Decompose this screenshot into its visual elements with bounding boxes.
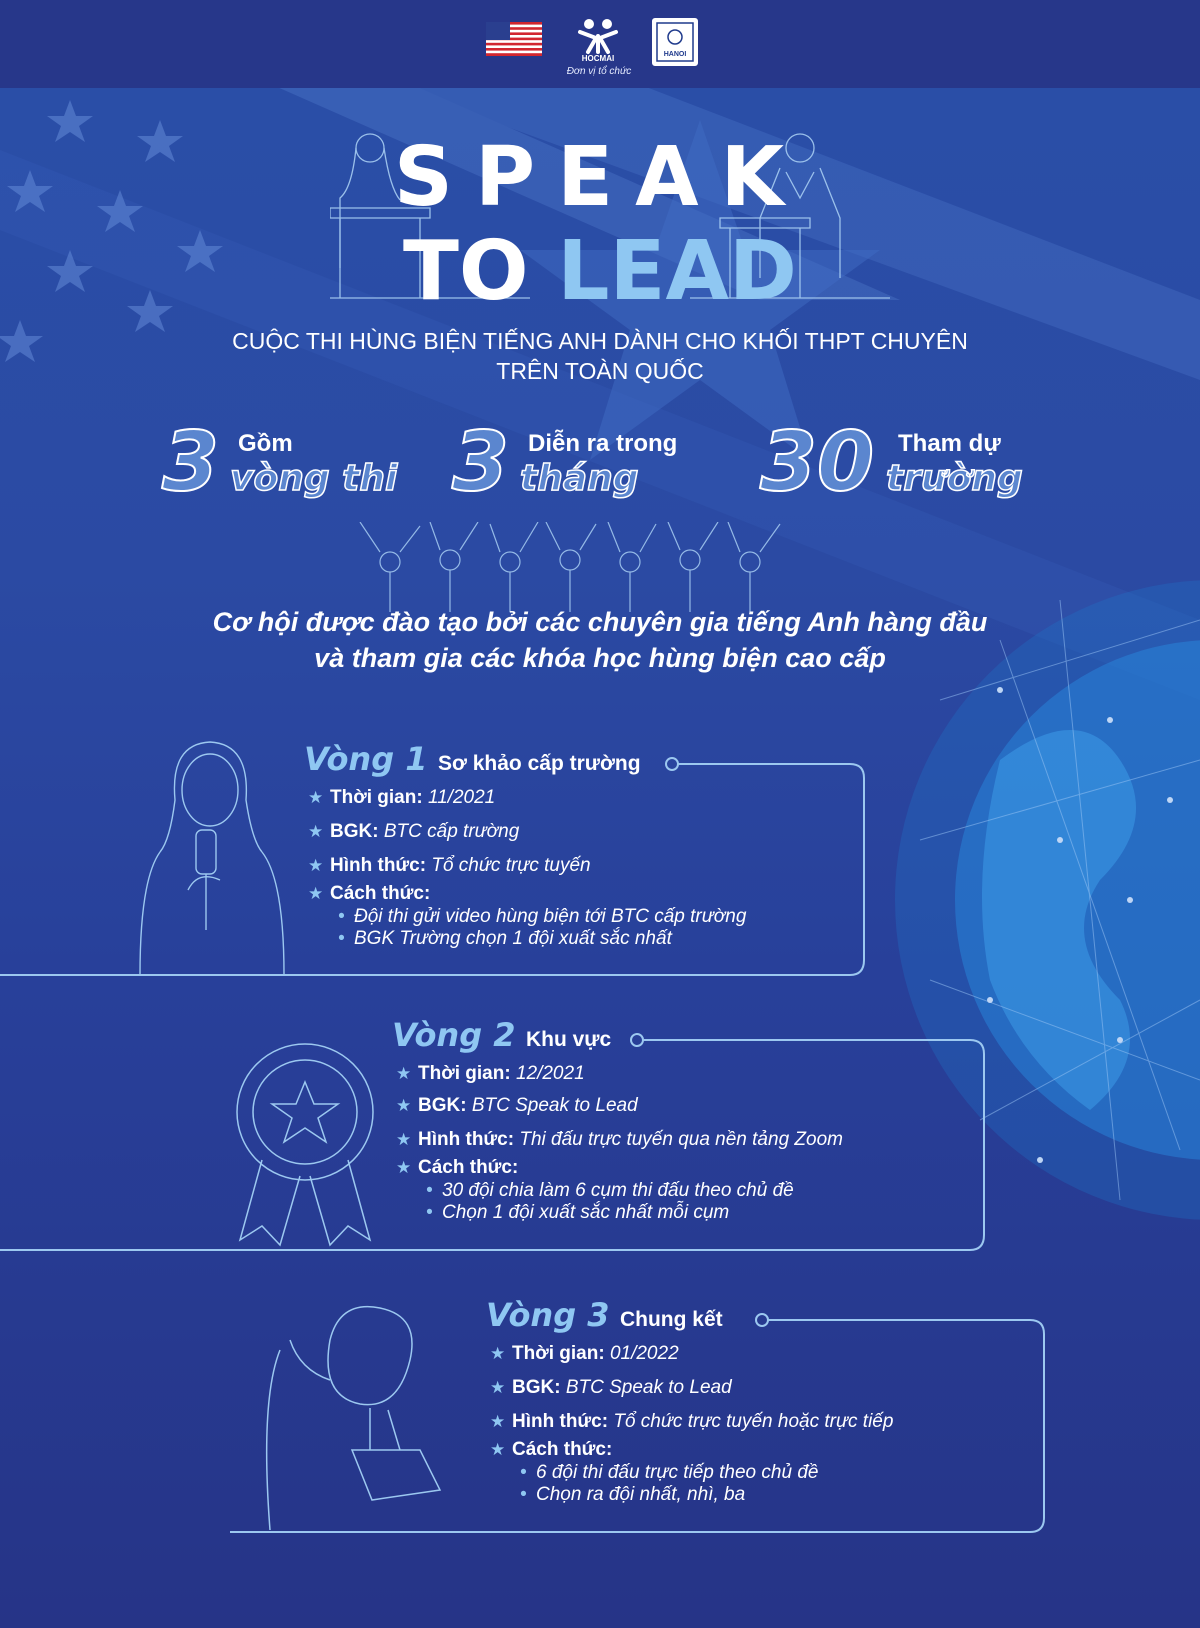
star-icon: ★ [490, 1440, 506, 1459]
round-2-method-label: Cách thức: [418, 1157, 519, 1178]
round-2-time [396, 1062, 585, 1086]
star-icon: ★ [396, 1130, 412, 1149]
round-3-subtitle: Chung kết [619, 1308, 723, 1331]
round-1-judge-label: BGK: [330, 821, 379, 842]
round-3-section [486, 1296, 1041, 1526]
round-2-judge-label: BGK: [418, 1095, 467, 1116]
round-3-judge [490, 1376, 732, 1400]
star-icon: ★ [490, 1412, 506, 1431]
round-2-bullet-1: 30 đội chia làm 6 cụm thi đấu theo chủ đề [442, 1180, 794, 1201]
stat-schools-unit: trường [886, 458, 1023, 499]
round-2-judge [396, 1094, 638, 1118]
stat-months-unit: tháng [520, 458, 639, 499]
round-3-method-label: Cách thức: [512, 1439, 613, 1460]
star-icon: ★ [308, 856, 324, 875]
round-3-time [490, 1342, 679, 1366]
round-1-time-value: 11/2021 [427, 787, 496, 808]
list-item [426, 1180, 794, 1202]
star-icon: ★ [308, 822, 324, 841]
round-1-format-value: Tổ chức trực tuyến [431, 855, 591, 876]
round-3-format [490, 1410, 893, 1434]
round-2-bullet-2: Chọn 1 đội xuất sắc nhất mỗi cụm [442, 1202, 730, 1223]
star-icon: ★ [396, 1158, 412, 1177]
round-2-header [392, 1016, 611, 1054]
hocmai-logo-text: HOCMAI [581, 54, 615, 62]
round-1-header [304, 740, 641, 778]
round-3-title: Vòng 3 [486, 1296, 610, 1334]
title-to: TO [402, 224, 529, 319]
title-lead: LEAD [557, 224, 797, 319]
stat-months-number: 3 [452, 415, 510, 510]
round-1-time [308, 786, 495, 810]
round-1-subtitle: Sơ khảo cấp trường [437, 752, 641, 775]
star-icon: ★ [490, 1378, 506, 1397]
round-3-time-value: 01/2022 [609, 1343, 679, 1364]
list-item [520, 1484, 745, 1506]
stat-schools-label: Tham dự [898, 430, 1001, 457]
stat-rounds-label: Gồm [238, 430, 293, 457]
round-1-section [304, 740, 864, 970]
round-2-format-value: Thi đấu trực tuyến qua nền tảng Zoom [519, 1129, 843, 1150]
round-3-format-value: Tổ chức trực tuyến hoặc trực tiếp [613, 1411, 894, 1432]
list-item [426, 1202, 729, 1224]
round-1-judge-value: BTC cấp trường [383, 821, 520, 842]
star-icon: ★ [490, 1344, 506, 1363]
round-2-time-label: Thời gian: [418, 1063, 511, 1084]
round-1-method-label: Cách thức: [330, 883, 431, 904]
round-1-title: Vòng 1 [304, 740, 428, 778]
round-3-method [490, 1438, 612, 1462]
star-icon: ★ [396, 1096, 412, 1115]
bullet-dot-icon: • [338, 928, 345, 949]
round-1-format-label: Hình thức: [330, 855, 427, 876]
hanoi-logo-text: HANOI [663, 51, 687, 58]
slogan-line-1: Cơ hội được đào tạo bởi các chuyên gia tiếng Anh hàng đầu [212, 607, 988, 637]
list-item [338, 928, 672, 950]
round-2-judge-value: BTC Speak to Lead [471, 1095, 638, 1116]
round-2-format-label: Hình thức: [418, 1129, 515, 1150]
slogan-line-2: và tham gia các khóa học hùng biện cao cấp [314, 643, 886, 673]
round-3-bullet-2: Chọn ra đội nhất, nhì, ba [536, 1484, 746, 1505]
round-1-judge [308, 820, 519, 844]
round-3-bullet-1: 6 đội thi đấu trực tiếp theo chủ đề [536, 1462, 819, 1483]
title-speak: SPEAK [393, 130, 807, 225]
round-2-time-value: 12/2021 [515, 1063, 585, 1084]
bullet-dot-icon: • [426, 1180, 433, 1201]
round-1-bullet-1: Đội thi gửi video hùng biện tới BTC cấp trường [354, 906, 747, 927]
trophy-line-art [267, 1307, 440, 1530]
bullet-dot-icon: • [338, 906, 345, 927]
stat-rounds-unit: vòng thi [230, 458, 398, 499]
organizer-label: Đơn vị tổ chức [566, 66, 632, 77]
subtitle-line-1: CUỘC THI HÙNG BIỆN TIẾNG ANH DÀNH CHO KHỐI THPT CHUYÊN [232, 328, 968, 354]
round-3-time-label: Thời gian: [512, 1343, 605, 1364]
round-2-subtitle: Khu vực [525, 1028, 612, 1051]
round-2-format [396, 1128, 843, 1152]
round-2-method [396, 1156, 518, 1180]
bullet-dot-icon: • [520, 1484, 527, 1505]
stat-rounds-number: 3 [162, 415, 220, 510]
round-2-section [392, 1016, 982, 1246]
list-item [338, 906, 746, 928]
bullet-dot-icon: • [520, 1462, 527, 1483]
round-3-header [486, 1296, 723, 1334]
list-item [520, 1462, 818, 1484]
speaker-girl-line-art [140, 742, 284, 975]
round-1-method [308, 882, 430, 906]
subtitle-line-2: TRÊN TOÀN QUỐC [496, 358, 704, 384]
round-3-format-label: Hình thức: [512, 1411, 609, 1432]
stat-schools-number: 30 [760, 415, 875, 510]
round-1-format [308, 854, 591, 878]
star-icon: ★ [396, 1064, 412, 1083]
round-3-judge-value: BTC Speak to Lead [565, 1377, 732, 1398]
bullet-dot-icon: • [426, 1202, 433, 1223]
star-icon: ★ [308, 884, 324, 903]
stat-months-label: Diễn ra trong [528, 430, 678, 457]
medal-line-art [237, 1044, 373, 1245]
round-1-bullet-2: BGK Trường chọn 1 đội xuất sắc nhất [354, 928, 672, 949]
star-icon: ★ [308, 788, 324, 807]
round-1-time-label: Thời gian: [330, 787, 423, 808]
round-3-judge-label: BGK: [512, 1377, 561, 1398]
round-2-title: Vòng 2 [392, 1016, 516, 1054]
